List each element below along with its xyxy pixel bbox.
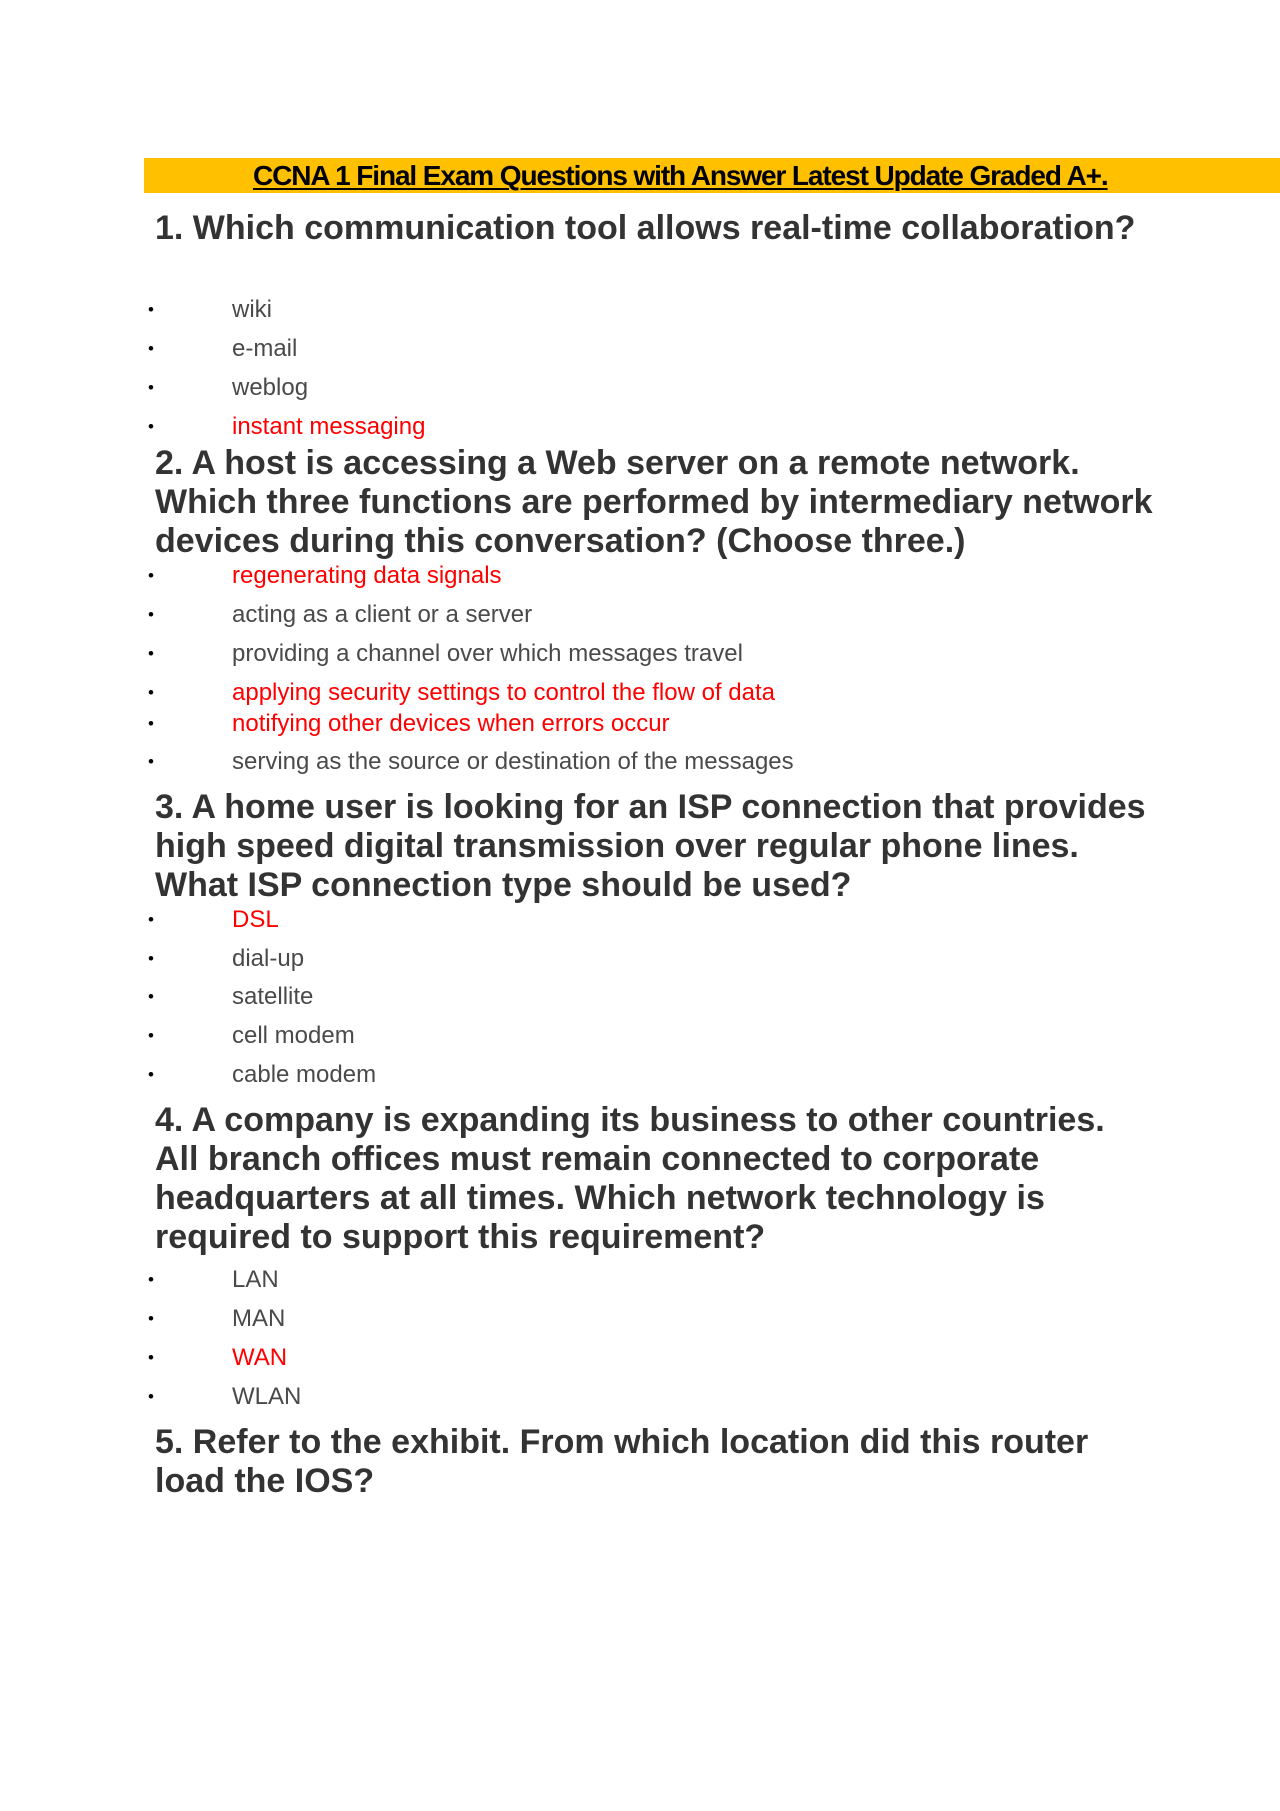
bullet-icon: •: [148, 644, 154, 663]
option-label: dial-up: [232, 945, 305, 972]
document-title: CCNA 1 Final Exam Questions with Answer Latest Update Graded A+.: [253, 160, 1108, 191]
option-3c: [148, 982, 1048, 1012]
bullet-icon: •: [148, 300, 154, 319]
option-label: serving as the source or destination of the messages: [232, 748, 794, 775]
option-2f: [148, 747, 1048, 777]
option-label: WLAN: [232, 1383, 302, 1410]
question-1: 1. Which communication tool allows real-time collaboration?: [155, 209, 1136, 247]
bullet-icon: •: [148, 1270, 154, 1289]
option-2c: [148, 639, 1048, 669]
bullet-icon: •: [148, 910, 154, 929]
option-2e: [148, 709, 1048, 739]
option-label: weblog: [232, 374, 309, 401]
bullet-icon: •: [148, 683, 154, 702]
option-2d: [148, 678, 1048, 708]
bullet-icon: •: [148, 949, 154, 968]
option-label: cell modem: [232, 1022, 355, 1049]
bullet-icon: •: [148, 605, 154, 624]
question-2: 2. A host is accessing a Web server on a remote network. Which three functions are performed by intermediary network devices during this conversation? (Choose three.): [155, 444, 1153, 560]
option-label: LAN: [232, 1266, 279, 1293]
option-4d: [148, 1382, 1048, 1412]
option-3d: [148, 1021, 1048, 1051]
option-label-correct: WAN: [232, 1344, 288, 1371]
question-3: 3. A home user is looking for an ISP connection that provides high speed digital transmission over regular phone lines. What ISP connection type should be used?: [155, 788, 1146, 904]
bullet-icon: •: [148, 566, 154, 585]
bullet-icon: •: [148, 987, 154, 1006]
option-label: cable modem: [232, 1061, 377, 1088]
option-4a: [148, 1265, 1048, 1295]
bullet-icon: •: [148, 1309, 154, 1328]
option-1d: [148, 412, 1048, 442]
option-label-correct: notifying other devices when errors occur: [232, 710, 670, 737]
option-label: acting as a client or a server: [232, 601, 533, 628]
option-4b: [148, 1304, 1048, 1334]
question-4: 4. A company is expanding its business to other countries. All branch offices must remain connected to corporate headquarters at all times. Which network technology is required to support this requirement?: [155, 1101, 1105, 1256]
bullet-icon: •: [148, 1387, 154, 1406]
bullet-icon: •: [148, 1348, 154, 1367]
question-5: 5. Refer to the exhibit. From which location did this router load the IOS?: [155, 1423, 1089, 1500]
option-3b: [148, 944, 1048, 974]
option-3a: [148, 905, 1048, 935]
option-4c: [148, 1343, 1048, 1373]
bullet-icon: •: [148, 378, 154, 397]
bullet-icon: •: [148, 339, 154, 358]
bullet-icon: •: [148, 417, 154, 436]
option-2a: [148, 561, 1048, 591]
bullet-icon: •: [148, 752, 154, 771]
option-label: satellite: [232, 983, 314, 1010]
title-banner: [144, 158, 1280, 193]
option-2b: [148, 600, 1048, 630]
option-label-correct: DSL: [232, 906, 279, 933]
option-1b: [148, 334, 1048, 364]
option-1a: [148, 295, 1048, 325]
bullet-icon: •: [148, 1065, 154, 1084]
option-label: providing a channel over which messages travel: [232, 640, 743, 667]
option-label: e-mail: [232, 335, 298, 362]
option-label: wiki: [232, 296, 272, 323]
option-label-correct: applying security settings to control the flow of data: [232, 679, 775, 706]
option-label-correct: regenerating data signals: [232, 562, 502, 589]
option-1c: [148, 373, 1048, 403]
option-label: MAN: [232, 1305, 286, 1332]
option-label-correct: instant messaging: [232, 413, 426, 440]
bullet-icon: •: [148, 714, 154, 733]
option-3e: [148, 1060, 1048, 1090]
bullet-icon: •: [148, 1026, 154, 1045]
